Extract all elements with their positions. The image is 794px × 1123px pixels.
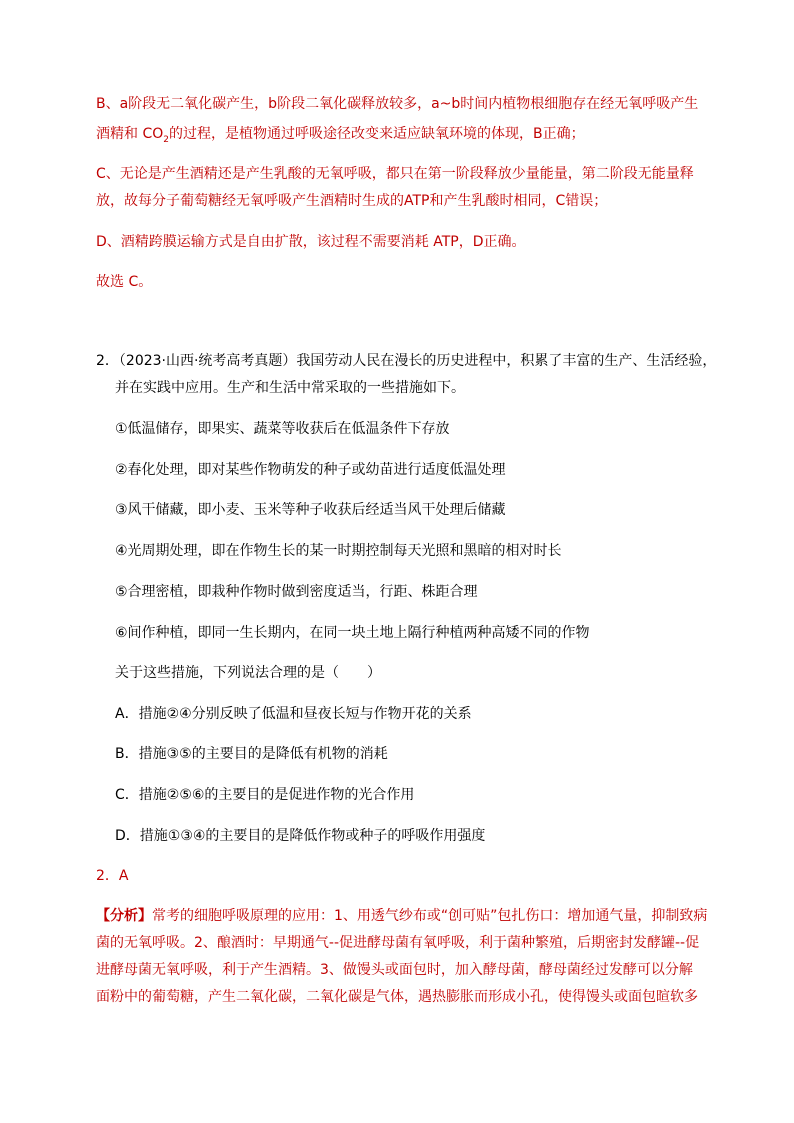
measure-item: ④光周期处理，即在作物生长的某一时期控制每天光照和黑暗的相对时长: [115, 543, 562, 559]
analysis-c-line2: 放，故每分子葡萄糖经无氧呼吸产生酒精时生成的ATP和产生乳酸时相同，C错误；: [96, 193, 608, 209]
question-stem-line2: 并在实践中应用。生产和生活中常采取的一些措施如下。: [115, 380, 465, 396]
question-prompt: 关于这些措施，下列说法合理的是（ ）: [115, 665, 381, 681]
analysis-b-line2-post: 的过程，是植物通过呼吸途径改变来适应缺氧环境的体现，B正确；: [168, 126, 585, 142]
option-a: A．措施②④分别反映了低温和昼夜长短与作物开花的关系: [115, 706, 472, 722]
analysis-b-line2: [96, 124, 706, 144]
analysis-label: 【分析】: [96, 908, 152, 924]
analysis-line4: 面粉中的葡萄糖，产生二氧化碳，二氧化碳是气体，遇热膨胀而形成小孔，使得馒头或面包暄软多: [96, 989, 698, 1005]
co2-subscript: 2: [163, 134, 169, 145]
measure-item: ⑤合理密植，即栽种作物时做到密度适当，行距、株距合理: [115, 584, 478, 600]
option-d: D．措施①③④的主要目的是降低作物或种子的呼吸作用强度: [115, 828, 486, 844]
measure-item: ②春化处理，即对某些作物萌发的种子或幼苗进行适度低温处理: [115, 462, 506, 478]
option-c: C．措施②⑤⑥的主要目的是促进作物的光合作用: [115, 787, 415, 803]
measure-item: ③风干储藏，即小麦、玉米等种子收获后经适当风干处理后储藏: [115, 502, 506, 518]
analysis-line3: 进酵母菌无氧呼吸，利于产生酒精。3、做馒头或面包时，加入酵母菌，酵母菌经过发酵可以分解: [96, 962, 693, 978]
option-b: B．措施③⑤的主要目的是降低有机物的消耗: [115, 746, 388, 762]
analysis-b-line1: B、a阶段无二氧化碳产生，b阶段二氧化碳释放较多，a~b时间内植物根细胞存在经无氧呼吸产生: [96, 96, 699, 112]
measure-item: ①低温储存，即果实、蔬菜等收获后在低温条件下存放: [115, 421, 450, 437]
analysis-c-line1: C、无论是产生酒精还是产生乳酸的无氧呼吸，都只在第一阶段释放少量能量，第二阶段无能量释: [96, 166, 694, 182]
analysis-line1-text: 常考的细胞呼吸原理的应用：1、用透气纱布或“创可贴”包扎伤口：增加通气量，抑制致病: [152, 908, 708, 924]
question-stem-line1: 2．（2023·山西·统考高考真题）我国劳动人民在漫长的历史进程中，积累了丰富的生产、生活经验，: [96, 353, 717, 369]
answer-line: 2．A: [96, 868, 129, 884]
analysis-b-line2-pre: 酒精和 CO: [96, 126, 164, 142]
conclusion-line: 故选 C。: [96, 274, 153, 290]
measure-item: ⑥间作种植，即同一生长期内，在同一块土地上隔行种植两种高矮不同的作物: [115, 625, 590, 641]
analysis-line1: [96, 906, 706, 926]
analysis-d-line: D、酒精跨膜运输方式是自由扩散，该过程不需要消耗 ATP，D正确。: [96, 234, 526, 250]
analysis-line2: 菌的无氧呼吸。2、酿酒时：早期通气--促进酵母菌有氧呼吸，利于菌种繁殖，后期密封发酵罐--促: [96, 935, 700, 951]
